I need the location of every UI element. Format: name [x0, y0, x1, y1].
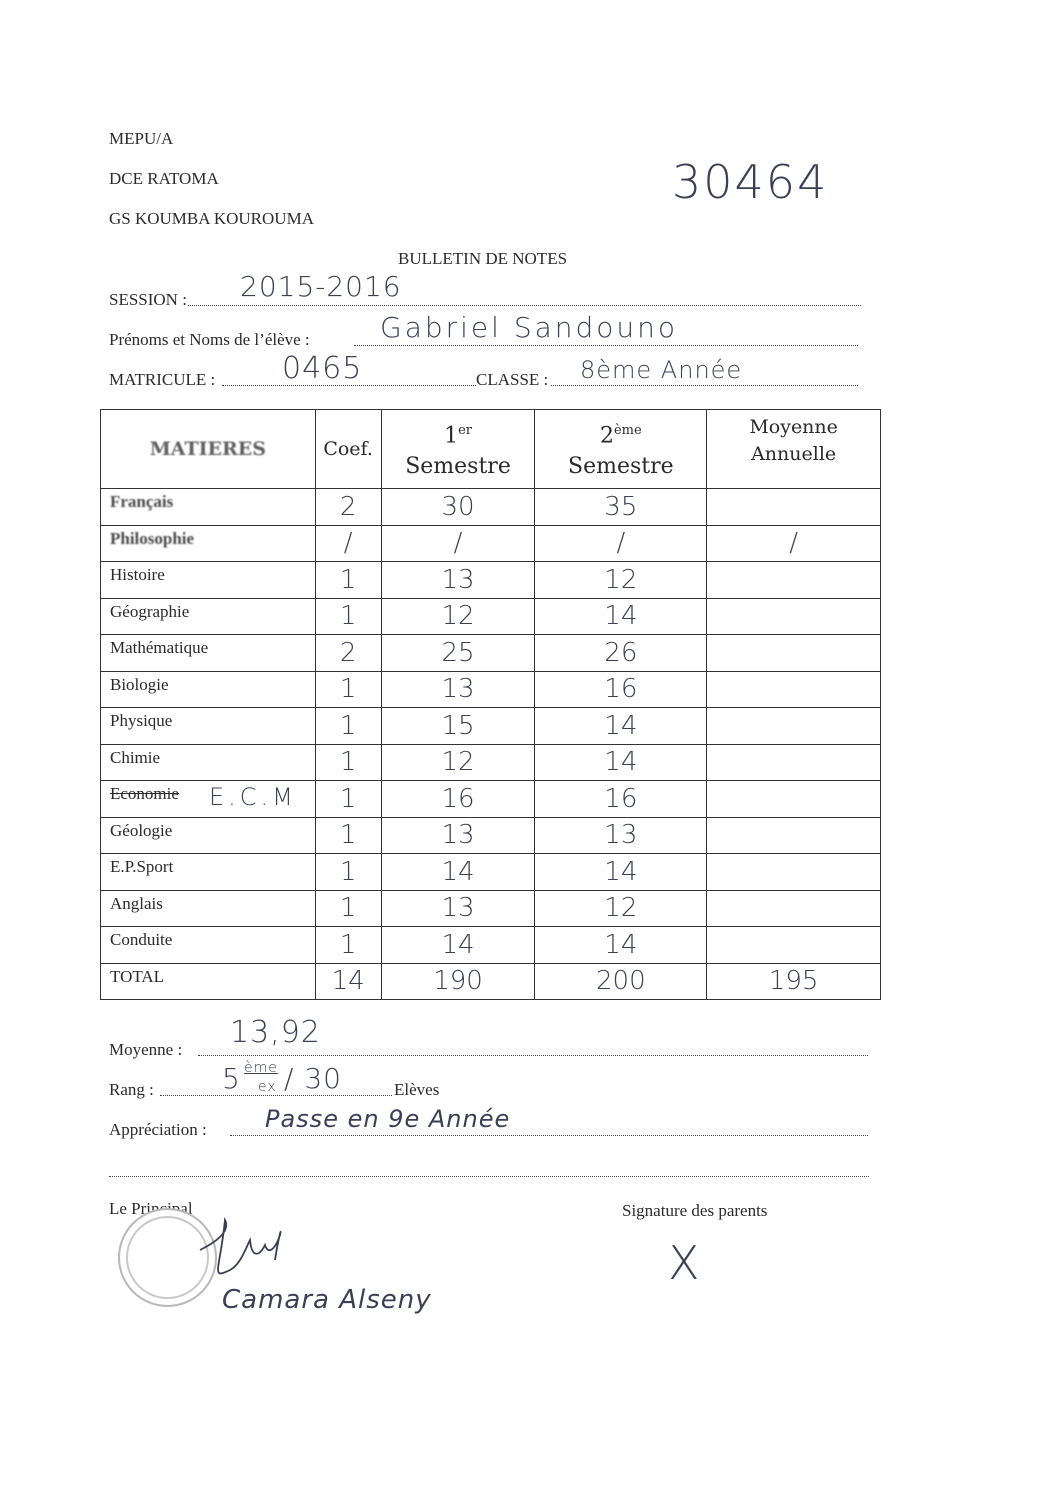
sem2-cell: 14 [535, 598, 707, 635]
coef-cell: 1 [315, 927, 381, 964]
total-sem2-cell: 200 [535, 963, 707, 1000]
rang-superscript: ème [244, 1060, 278, 1076]
total-coef-cell: 14 [315, 963, 381, 1000]
table-total-row [101, 963, 881, 1000]
eleves-label: Elèves [394, 1080, 440, 1099]
header-semester-2: 2ème Semestre [535, 410, 707, 489]
subject-cell: Histoire [101, 562, 316, 599]
coef-cell: 1 [315, 598, 381, 635]
session-label: SESSION : [109, 290, 187, 309]
moyenne-label: Moyenne : [109, 1040, 183, 1059]
sem2-cell: 13 [535, 817, 707, 854]
parents-signature-label: Signature des parents [622, 1201, 768, 1220]
subject-cell: Physique [101, 708, 316, 745]
ministry-line: MEPU/A [109, 129, 174, 148]
sem2-cell: 12 [535, 562, 707, 599]
sem2-cell: 14 [535, 927, 707, 964]
total-sem1-cell: 190 [381, 963, 535, 1000]
coef-cell: 1 [315, 744, 381, 781]
annual-cell [707, 927, 881, 964]
annual-cell [707, 562, 881, 599]
annual-cell [707, 635, 881, 672]
subject-cell: Géologie [101, 817, 316, 854]
matricule-value: 0465 [282, 351, 363, 386]
sem2-cell: 35 [535, 489, 707, 526]
matricule-label: MATRICULE : [109, 370, 216, 389]
sem1-cell: 13 [381, 890, 535, 927]
sem2-cell: 16 [535, 671, 707, 708]
reference-number: 30464 [672, 155, 829, 209]
table-row [101, 489, 881, 526]
annual-cell [707, 890, 881, 927]
sem2-cell: 16 [535, 781, 707, 818]
student-name-value: Gabriel Sandouno [380, 311, 679, 344]
ecm-handwritten-note: E.C.M [209, 783, 297, 811]
dce-line: DCE RATOMA [109, 169, 219, 188]
subject-cell: Philosophie [101, 525, 316, 562]
grades-table [100, 409, 881, 1000]
sem1-cell: 14 [381, 927, 535, 964]
annual-cell: / [707, 525, 881, 562]
classe-dotted-line [551, 385, 858, 386]
sem1-cell: 13 [381, 671, 535, 708]
table-row [101, 817, 881, 854]
annual-cell [707, 671, 881, 708]
moyenne-dotted-line [198, 1055, 868, 1056]
coef-cell: 1 [315, 708, 381, 745]
table-row [101, 671, 881, 708]
subject-cell: E.P.Sport [101, 854, 316, 891]
sem1-cell: 25 [381, 635, 535, 672]
moyenne-value: 13,92 [230, 1015, 321, 1050]
header-semester-1: 1er Semestre [381, 410, 535, 489]
appreciation-dotted-line [230, 1135, 868, 1136]
sem1-cell: 13 [381, 562, 535, 599]
coef-cell: 1 [315, 854, 381, 891]
classe-label: CLASSE : [476, 370, 549, 389]
sem2-cell: 14 [535, 708, 707, 745]
table-row [101, 744, 881, 781]
document-title: BULLETIN DE NOTES [398, 249, 568, 268]
table-row [101, 635, 881, 672]
annual-cell [707, 708, 881, 745]
principal-name: Camara Alseny [222, 1285, 432, 1315]
table-row [101, 781, 881, 818]
annual-cell [707, 489, 881, 526]
sem1-cell: 15 [381, 708, 535, 745]
school-line: GS KOUMBA KOUROUMA [109, 209, 314, 228]
subject-cell: Biologie [101, 671, 316, 708]
subject-cell: Chimie [101, 744, 316, 781]
extra-dotted-line [109, 1176, 869, 1177]
sem2-cell: 14 [535, 744, 707, 781]
sem1-cell: 30 [381, 489, 535, 526]
table-row [101, 890, 881, 927]
sem1-cell: / [381, 525, 535, 562]
total-label-cell: TOTAL [101, 963, 316, 1000]
table-row [101, 525, 881, 562]
subject-cell: Economie E.C.M [101, 781, 316, 818]
table-row [101, 562, 881, 599]
coef-cell: 1 [315, 562, 381, 599]
appreciation-label: Appréciation : [109, 1120, 207, 1139]
rang-dotted-line [160, 1095, 392, 1096]
annual-cell [707, 781, 881, 818]
subject-cell: Mathématique [101, 635, 316, 672]
sem2-cell: 14 [535, 854, 707, 891]
session-dotted-line [188, 305, 861, 306]
coef-cell: 2 [315, 635, 381, 672]
student-name-label: Prénoms et Noms de l’élève : [109, 330, 310, 349]
total-annual-cell: 195 [707, 963, 881, 1000]
subject-cell: Français [101, 489, 316, 526]
sem2-cell: 26 [535, 635, 707, 672]
table-row [101, 927, 881, 964]
table-header-row [101, 410, 881, 489]
coef-cell: 1 [315, 890, 381, 927]
subject-cell: Conduite [101, 927, 316, 964]
sem1-cell: 12 [381, 598, 535, 635]
annual-cell [707, 744, 881, 781]
subject-cell: Anglais [101, 890, 316, 927]
session-value: 2015-2016 [240, 270, 402, 303]
sem2-cell: / [535, 525, 707, 562]
header-subjects: MATIERES [101, 410, 316, 489]
header-annual-average: Moyenne Annuelle [707, 410, 881, 489]
annual-cell [707, 598, 881, 635]
coef-cell: 1 [315, 671, 381, 708]
student-name-dotted-line [354, 345, 858, 346]
sem1-cell: 16 [381, 781, 535, 818]
parents-signature-mark: X [668, 1236, 701, 1290]
table-row [101, 708, 881, 745]
coef-cell: / [315, 525, 381, 562]
subject-cell: Géographie [101, 598, 316, 635]
classe-value: 8ème Année [580, 356, 743, 384]
header-coef: Coef. [315, 410, 381, 489]
sem1-cell: 13 [381, 817, 535, 854]
rang-total: / 30 [284, 1062, 342, 1095]
annual-cell [707, 854, 881, 891]
principal-label: Le Principal [109, 1199, 193, 1218]
coef-cell: 2 [315, 489, 381, 526]
annual-cell [707, 817, 881, 854]
coef-cell: 1 [315, 817, 381, 854]
sem1-cell: 14 [381, 854, 535, 891]
rang-ex: ex [258, 1079, 277, 1095]
sem2-cell: 12 [535, 890, 707, 927]
table-row [101, 598, 881, 635]
rang-label: Rang : [109, 1080, 154, 1099]
sem1-cell: 12 [381, 744, 535, 781]
rang-value: 5 [222, 1062, 241, 1095]
coef-cell: 1 [315, 781, 381, 818]
table-row [101, 854, 881, 891]
appreciation-value: Passe en 9e Année [265, 1105, 511, 1133]
